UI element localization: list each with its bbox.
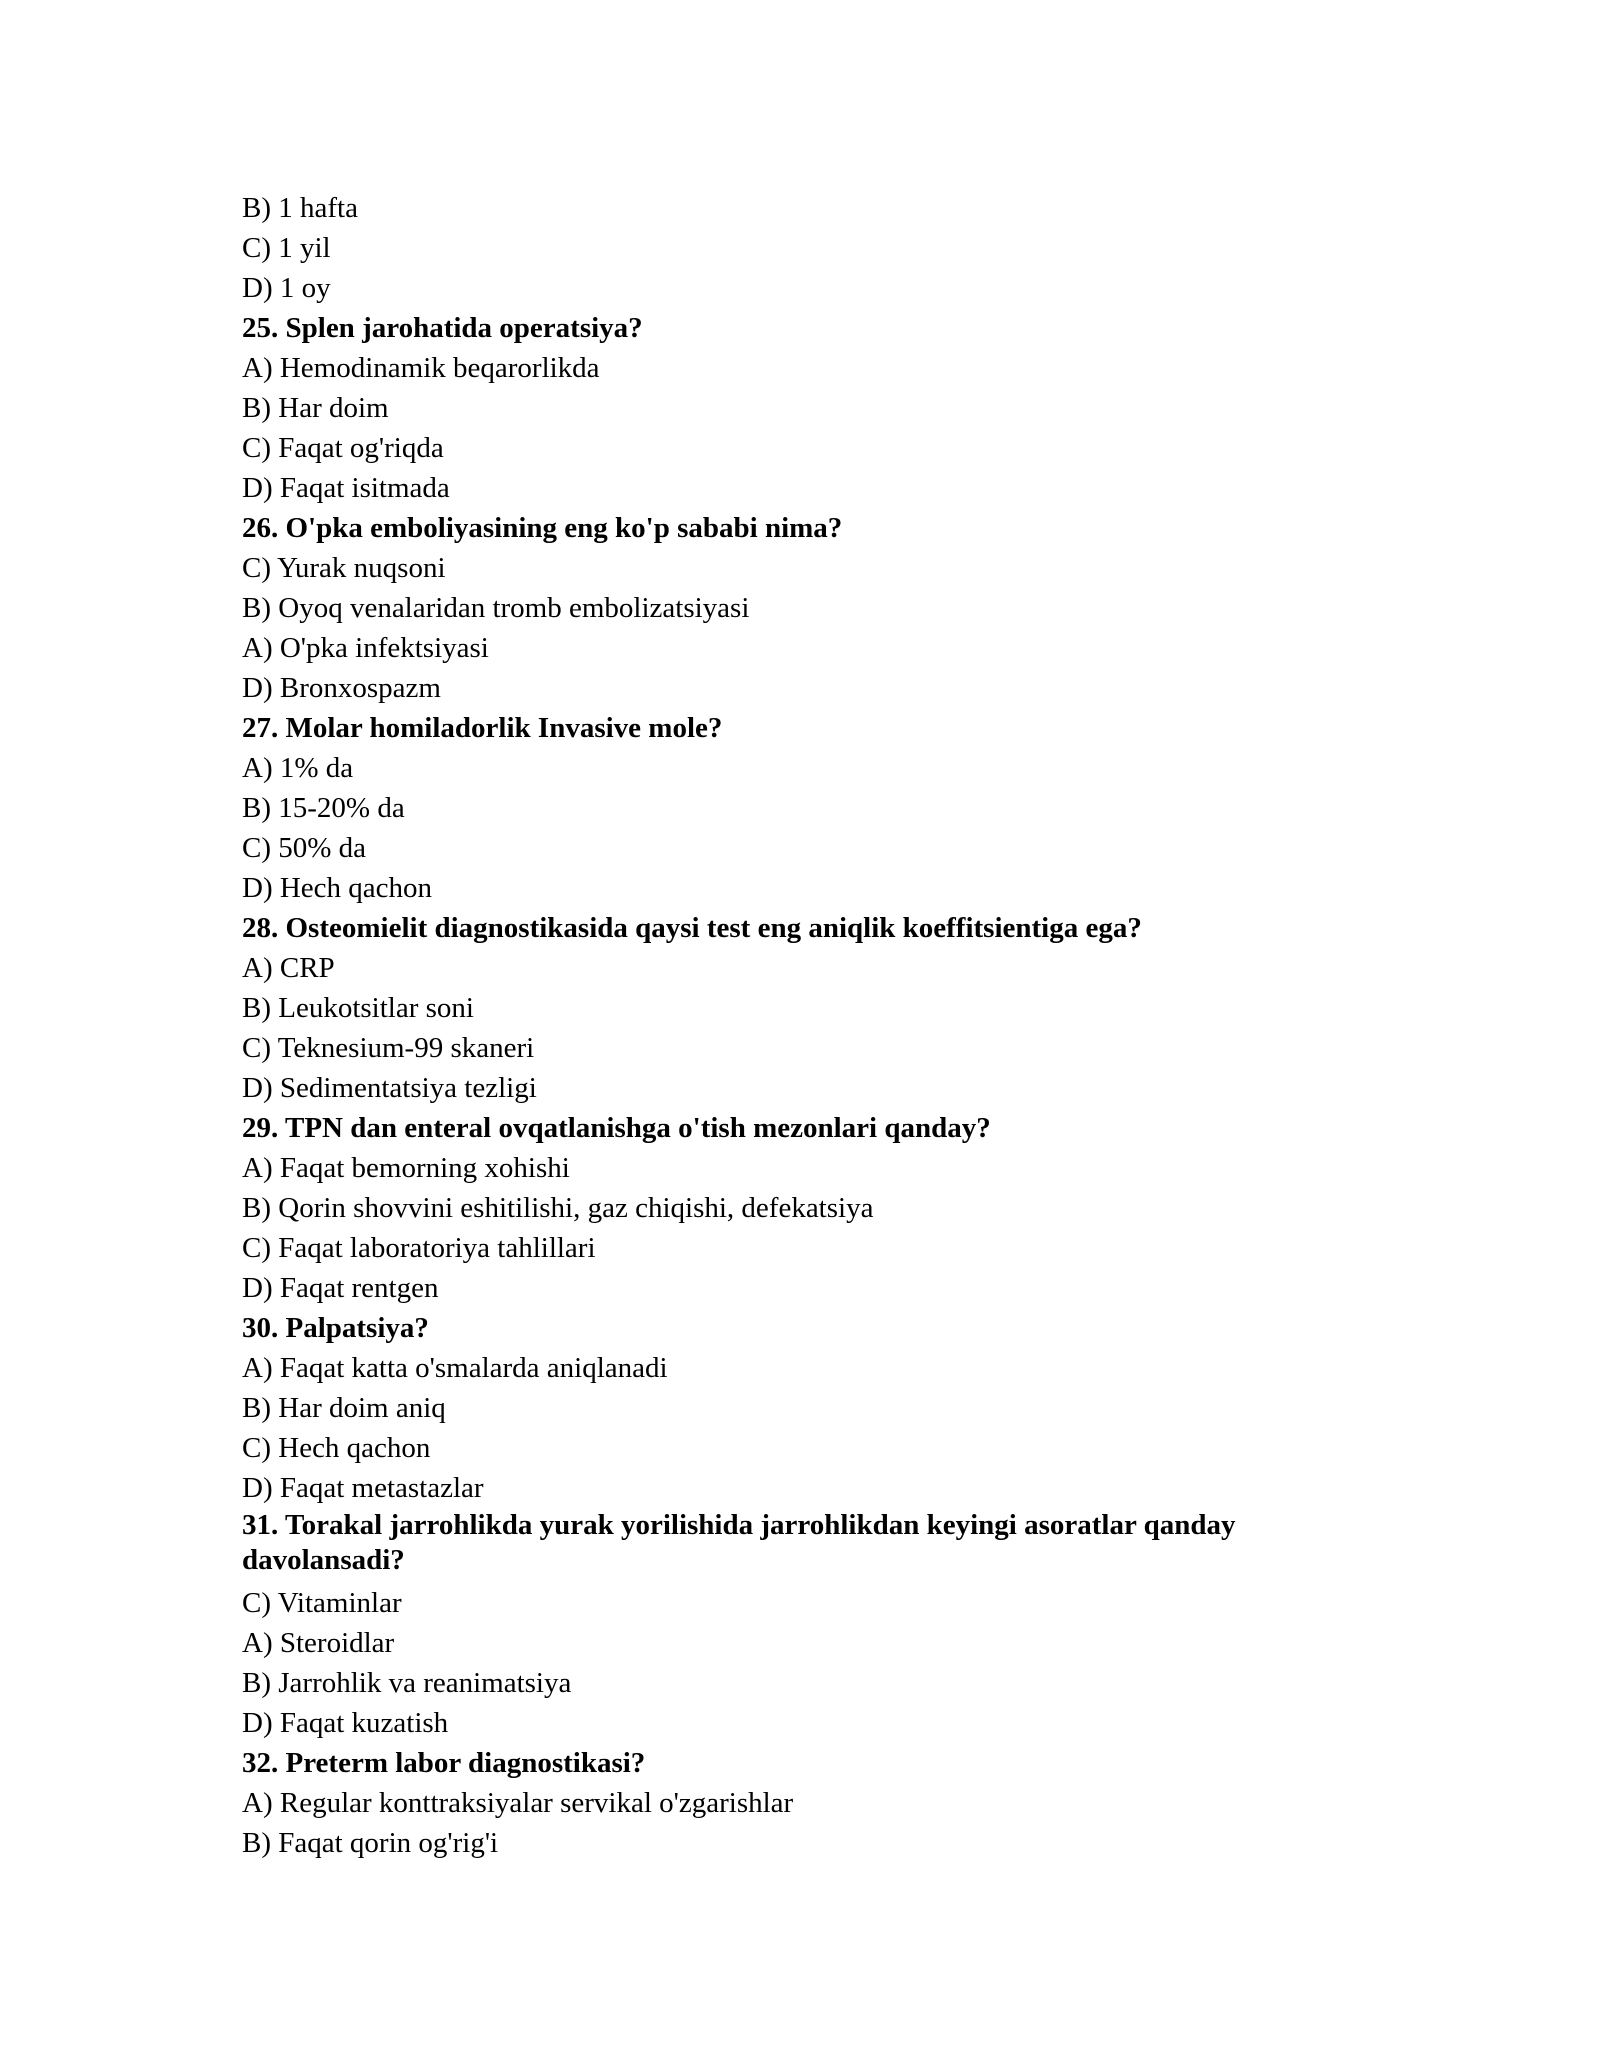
- option-line: C) 1 yil: [242, 232, 331, 264]
- option-line: D) Faqat metastazlar: [242, 1472, 484, 1504]
- option-line: D) Sedimentatsiya tezligi: [242, 1072, 537, 1104]
- option-line: D) Faqat isitmada: [242, 472, 450, 504]
- option-line: A) Faqat katta o'smalarda aniqlanadi: [242, 1352, 668, 1384]
- question-title: 26. O'pka emboliyasining eng ko'p sababi nima?: [242, 512, 843, 544]
- option-line: D) Faqat kuzatish: [242, 1707, 449, 1739]
- option-line: C) 50% da: [242, 832, 367, 864]
- question-title: 25. Splen jarohatida operatsiya?: [242, 312, 643, 344]
- option-line: C) Vitaminlar: [242, 1587, 402, 1619]
- option-line: B) Leukotsitlar soni: [242, 992, 474, 1024]
- question-block: [242, 708, 1392, 908]
- question-title: 30. Palpatsiya?: [242, 1312, 429, 1344]
- question-title: 29. TPN dan enteral ovqatlanishga o'tish mezonlari qanday?: [242, 1112, 991, 1144]
- document-page: [242, 188, 1392, 1863]
- option-line: C) Faqat laboratoriya tahlillari: [242, 1232, 596, 1264]
- question-title: 32. Preterm labor diagnostikasi?: [242, 1747, 646, 1779]
- option-line: A) Hemodinamik beqarorlikda: [242, 352, 600, 384]
- option-line: A) Steroidlar: [242, 1627, 395, 1659]
- option-line: D) Bronxospazm: [242, 672, 441, 704]
- question-block: [242, 1308, 1392, 1508]
- option-line: C) Teknesium-99 skaneri: [242, 1032, 535, 1064]
- option-line: A) O'pka infektsiyasi: [242, 632, 489, 664]
- question-block: [242, 308, 1392, 508]
- question-block: [242, 908, 1392, 1108]
- question-block: [242, 508, 1392, 708]
- option-line: B) Oyoq venalaridan tromb embolizatsiyasi: [242, 592, 750, 624]
- option-line: C) Hech qachon: [242, 1432, 431, 1464]
- question-block: [242, 1508, 1392, 1743]
- option-line: B) Jarrohlik va reanimatsiya: [242, 1667, 572, 1699]
- option-line: C) Yurak nuqsoni: [242, 552, 446, 584]
- question-title: 27. Molar homiladorlik Invasive mole?: [242, 712, 723, 744]
- option-line: D) Hech qachon: [242, 872, 433, 904]
- option-line: B) Har doim aniq: [242, 1392, 446, 1424]
- option-line: B) 1 hafta: [242, 192, 358, 224]
- option-line: C) Faqat og'riqda: [242, 432, 444, 464]
- question-title: 31. Torakal jarrohlikda yurak yorilishida jarrohlikdan keyingi asoratlar qanday davolansadi?: [242, 1509, 1236, 1576]
- option-line: A) Faqat bemorning xohishi: [242, 1152, 570, 1184]
- option-line: B) Har doim: [242, 392, 389, 424]
- option-line: D) Faqat rentgen: [242, 1272, 439, 1304]
- question-block: [242, 1108, 1392, 1308]
- option-line: B) 15-20% da: [242, 792, 405, 824]
- option-line: B) Faqat qorin og'rig'i: [242, 1827, 499, 1859]
- option-line: D) 1 oy: [242, 272, 331, 304]
- option-line: A) CRP: [242, 952, 335, 984]
- option-line: B) Qorin shovvini eshitilishi, gaz chiqishi, defekatsiya: [242, 1192, 874, 1224]
- question-title: 28. Osteomielit diagnostikasida qaysi test eng aniqlik koeffitsientiga ega?: [242, 912, 1142, 944]
- question-block: [242, 1743, 1392, 1863]
- option-line: A) 1% da: [242, 752, 354, 784]
- option-line: A) Regular konttraksiyalar servikal o'zgarishlar: [242, 1787, 794, 1819]
